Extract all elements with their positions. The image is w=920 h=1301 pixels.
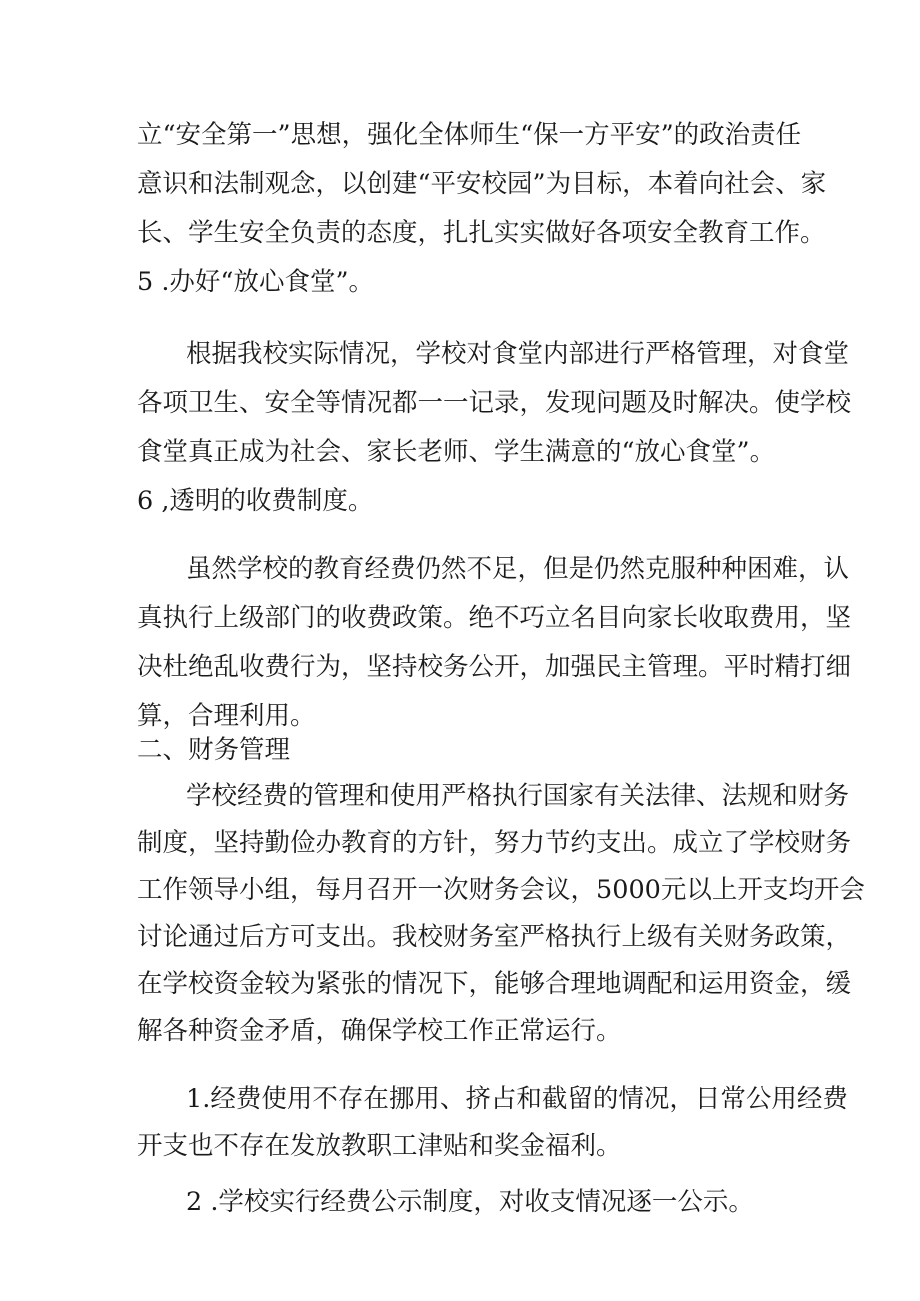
section-heading-fees: 6 ,透明的收费制度。	[137, 486, 374, 516]
body-text-line: 工作领导小组，每月召开一次财务会议，5000元以上开支均开会	[137, 875, 865, 905]
body-text-line: 开支也不存在发放教职工津贴和奖金福利。	[137, 1131, 622, 1161]
body-text-line: 立“安全第一”思想，强化全体师生“保一方平安”的政治责任	[137, 120, 802, 150]
body-text-line: 根据我校实际情况，学校对食堂内部进行严格管理，对食堂	[186, 339, 850, 369]
body-text-line: 长、学生安全负责的态度，扎扎实实做好各项安全教育工作。	[137, 218, 826, 248]
section-heading-finance: 二、财务管理	[137, 735, 291, 765]
body-text-line: 在学校资金较为紧张的情况下，能够合理地调配和运用资金，缓	[137, 969, 852, 999]
list-item-2: 2 .学校实行经费公示制度，对收支情况逐一公示。	[186, 1187, 754, 1217]
body-text-line: 讨论通过后方可支出。我校财务室严格执行上级有关财务政策，	[137, 922, 852, 952]
body-text-line: 决杜绝乱收费行为，坚持校务公开，加强民主管理。平时精打细	[137, 652, 852, 682]
body-text-line: 真执行上级部门的收费政策。绝不巧立名目向家长收取费用，坚	[137, 603, 852, 633]
body-text-line: 解各种资金矛盾，确保学校工作正常运行。	[137, 1016, 622, 1046]
body-text-line: 算，合理利用。	[137, 701, 316, 731]
list-item-1: 1.经费使用不存在挪用、挤占和截留的情况，日常公用经费	[186, 1084, 848, 1114]
body-text-line: 学校经费的管理和使用严格执行国家有关法律、法规和财务	[186, 781, 850, 811]
body-text-line: 制度，坚持勤俭办教育的方针，努力节约支出。成立了学校财务	[137, 828, 852, 858]
body-text-line: 食堂真正成为社会、家长老师、学生满意的“放心食堂”。	[137, 437, 776, 467]
body-text-line: 虽然学校的教育经费仍然不足，但是仍然克服种种困难，认	[186, 554, 850, 584]
section-heading-canteen: 5 .办好“放心食堂”。	[137, 267, 375, 297]
body-text-line: 各项卫生、安全等情况都一一记录，发现问题及时解决。使学校	[137, 388, 852, 418]
body-text-line: 意识和法制观念，以创建“平安校园”为目标，本着向社会、家	[137, 169, 827, 199]
